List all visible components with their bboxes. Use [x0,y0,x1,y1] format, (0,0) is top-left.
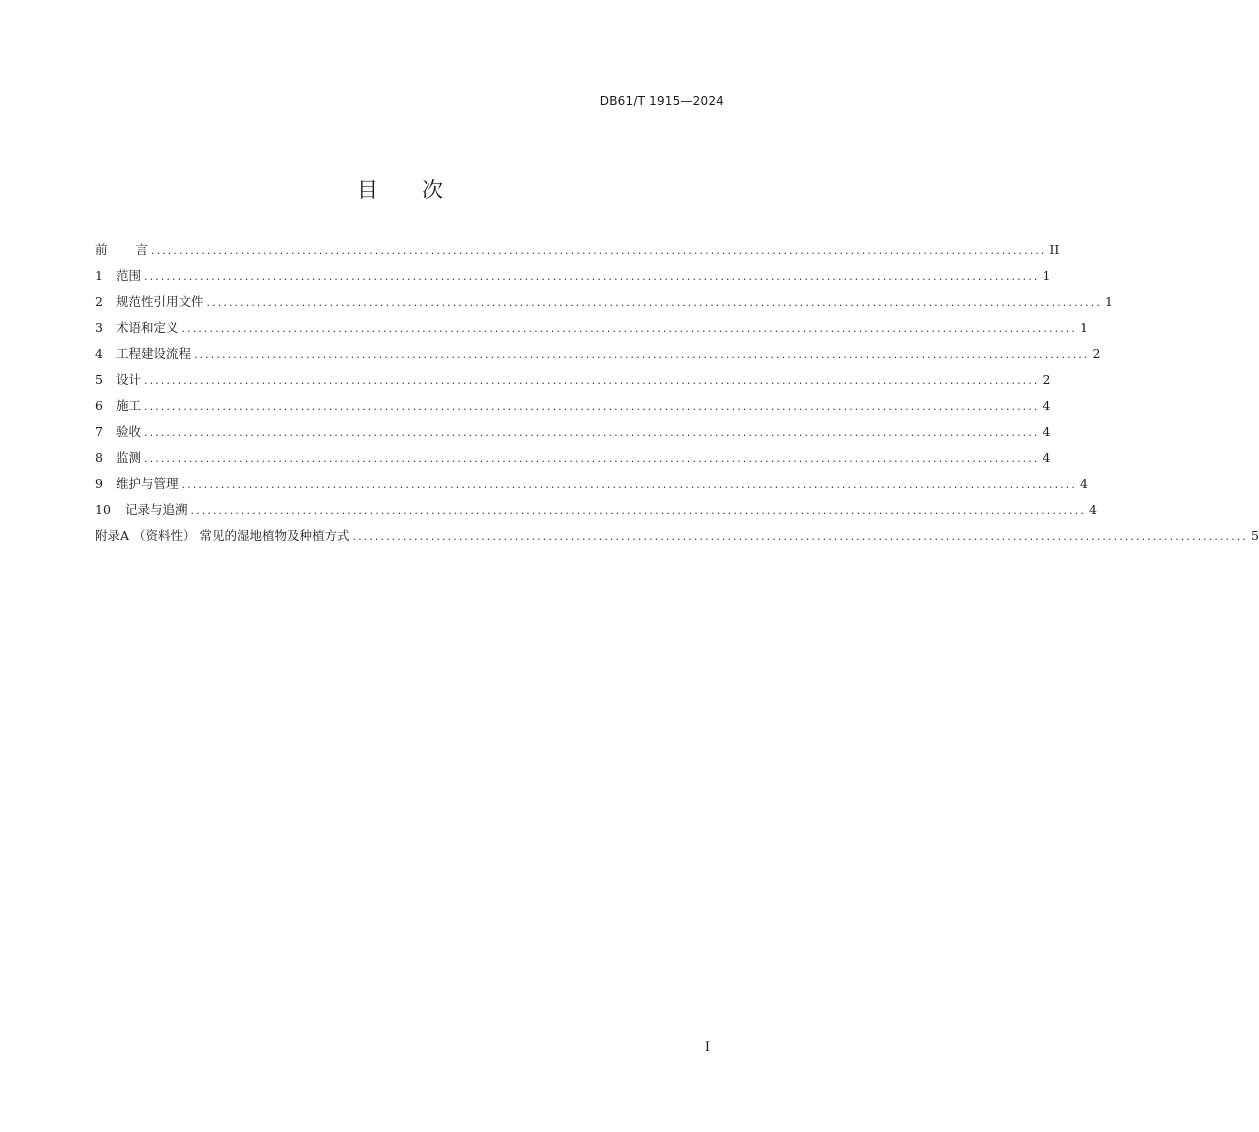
toc-entry-monitoring[interactable] [95,448,1051,474]
toc-leader-dots: ................................................................................................................................................................ [194,348,1090,361]
toc-entry-normative-references[interactable] [95,292,1113,318]
toc-leader-dots: ................................................................................................................................................................ [206,296,1102,309]
toc-leader-dots: ................................................................................................................................................................ [190,504,1086,517]
toc-entry-number: 1 [95,268,103,283]
toc-leader-dots: ................................................................................................................................................................ [352,530,1248,543]
toc-entry-page: 1 [1079,320,1088,335]
toc-entry-label: 维护与管理 [116,476,179,491]
toc-leader-dots: ................................................................................................................................................................ [181,478,1077,491]
toc-leader-dots: ................................................................................................................................................................ [144,426,1040,439]
toc-entry-label: 监测 [116,450,142,465]
toc-leader-dots: ................................................................................................................................................................ [151,244,1047,257]
toc-entry-acceptance[interactable] [95,422,1051,448]
toc-entry-appendix-a[interactable] [95,526,1259,552]
toc-entry-label: 前言 [95,242,149,257]
toc-entry-label: 范围 [116,268,142,283]
page-number: I [704,1040,710,1055]
toc-entry-label: 工程建设流程 [116,346,192,361]
toc-entry-number: 3 [95,320,103,335]
toc-entry-number: 7 [95,424,103,439]
toc-entry-page: 4 [1042,450,1051,465]
toc-entry-page: 4 [1042,424,1051,439]
toc-entry-page: 1 [1042,268,1051,283]
toc-entry-page: 4 [1088,502,1097,517]
toc-entry-number: 2 [95,294,103,309]
toc-title: 目次 [357,178,487,202]
toc-leader-dots: ................................................................................................................................................................ [144,400,1040,413]
toc-entry-scope[interactable] [95,266,1051,292]
toc-leader-dots: ................................................................................................................................................................ [144,270,1040,283]
toc-entry-number: 6 [95,398,103,413]
toc-entry-number: 4 [95,346,103,361]
toc-entry-construction[interactable] [95,396,1051,422]
toc-entry-number: 10 [95,502,111,517]
toc-entry-page: 2 [1042,372,1051,387]
toc-entry-page: II [1049,242,1060,257]
toc-entry-page: 2 [1092,346,1101,361]
toc-entry-page: 4 [1042,398,1051,413]
toc-entry-label: 施工 [116,398,142,413]
toc-entry-label: 验收 [116,424,142,439]
toc-entry-records[interactable] [95,500,1097,526]
toc-entry-foreword[interactable] [95,240,1060,266]
toc-entry-page: 4 [1079,476,1088,491]
table-of-contents [95,240,1259,552]
toc-entry-label: 附录A （资料性） 常见的湿地植物及种植方式 [95,528,350,543]
toc-entry-number: 8 [95,450,103,465]
document-code: DB61/T 1915—2024 [599,94,724,108]
toc-leader-dots: ................................................................................................................................................................ [144,374,1040,387]
toc-entry-number: 9 [95,476,103,491]
toc-entry-maintenance[interactable] [95,474,1088,500]
toc-entry-page: 5 [1250,528,1259,543]
toc-entry-construction-process[interactable] [95,344,1101,370]
toc-entry-terms-definitions[interactable] [95,318,1088,344]
toc-leader-dots: ................................................................................................................................................................ [144,452,1040,465]
toc-entry-design[interactable] [95,370,1051,396]
toc-leader-dots: ................................................................................................................................................................ [181,322,1077,335]
toc-entry-label: 设计 [116,372,142,387]
toc-entry-label: 记录与追溯 [125,502,188,517]
toc-entry-number: 5 [95,372,103,387]
toc-entry-label: 术语和定义 [116,320,179,335]
toc-entry-page: 1 [1104,294,1113,309]
toc-entry-label: 规范性引用文件 [116,294,204,309]
